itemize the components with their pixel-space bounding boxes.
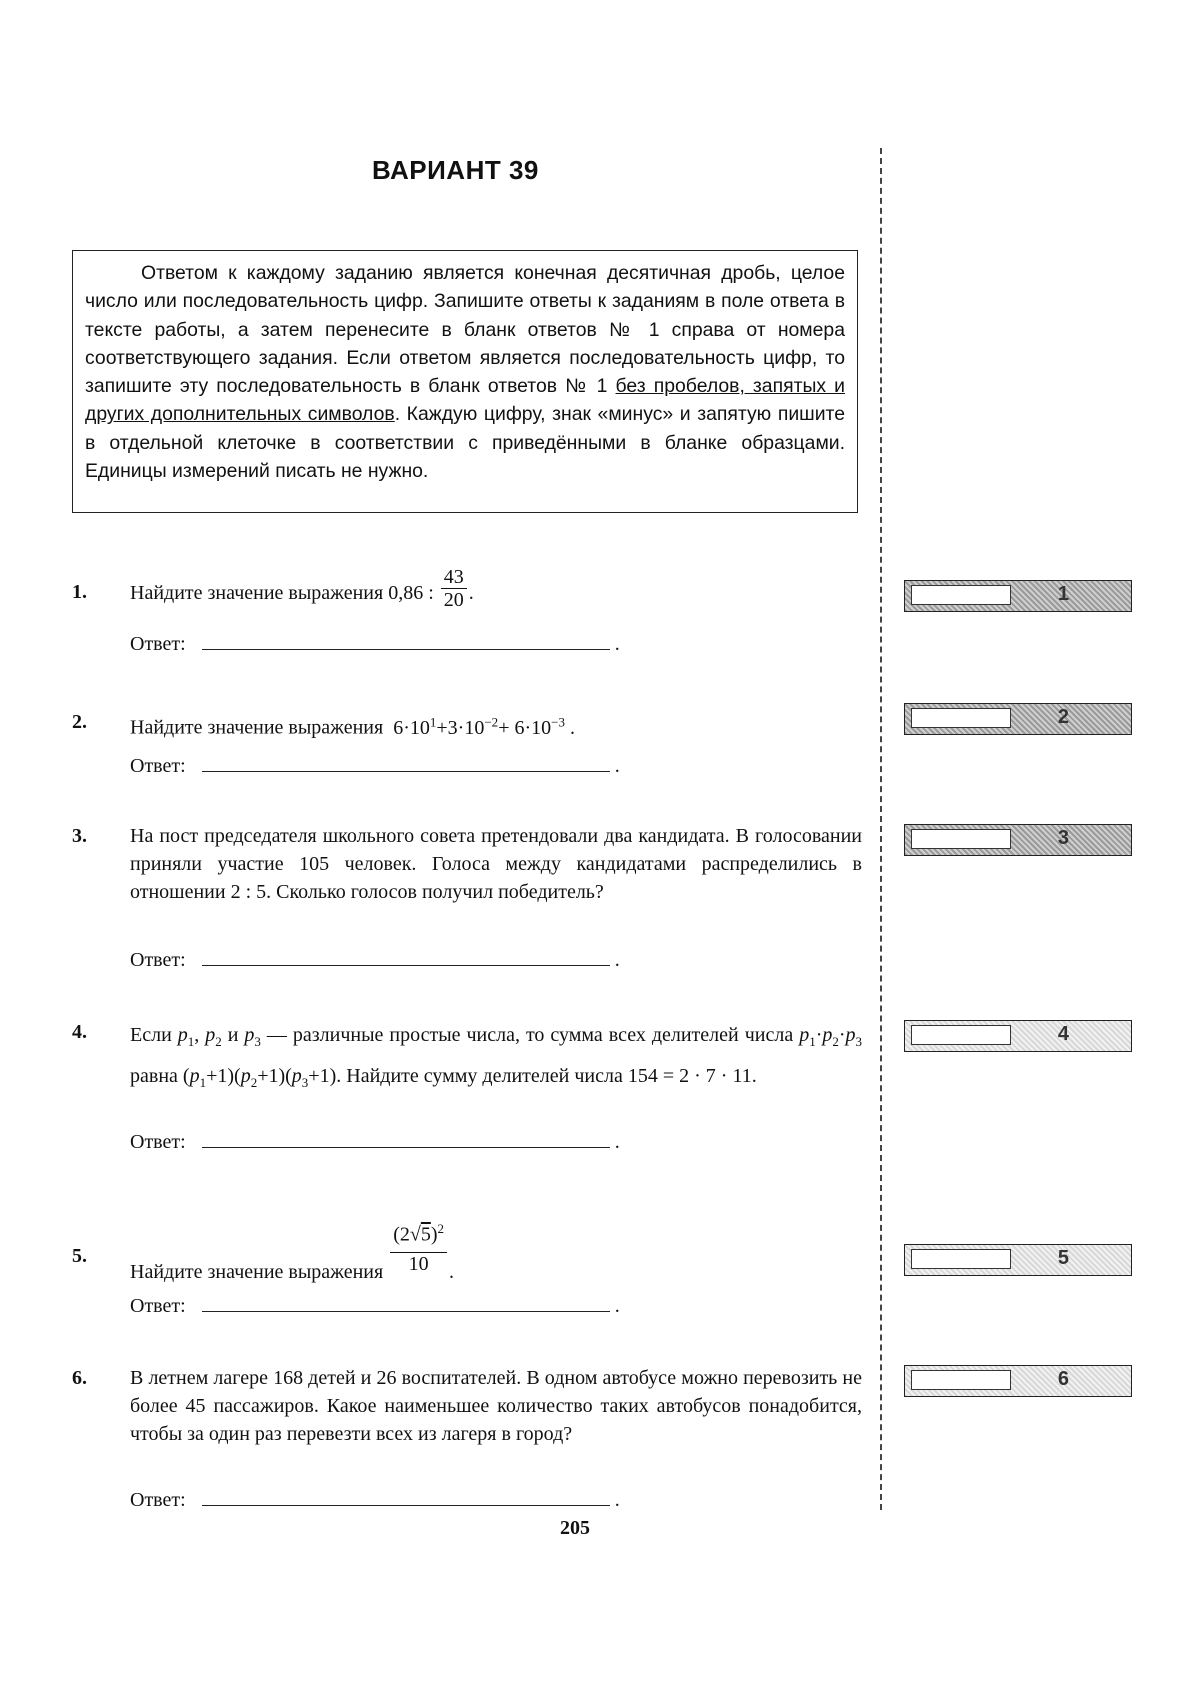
answer-label: Ответ: [130, 755, 186, 777]
answer-field[interactable]: Ответ: . [130, 1489, 620, 1511]
answer-blank-box-5[interactable] [904, 1244, 1132, 1276]
task-1 [72, 568, 862, 678]
task-number: 6. [72, 1367, 87, 1389]
answer-line[interactable] [202, 1129, 610, 1148]
task-number: 3. [72, 825, 87, 847]
page-number: 205 [560, 1517, 590, 1539]
answer-field[interactable]: Ответ: . [130, 1131, 620, 1153]
answer-window[interactable] [911, 1370, 1011, 1390]
answer-field[interactable]: Ответ: . [130, 633, 620, 655]
box-number: 6 [1057, 1368, 1069, 1390]
box-number: 3 [1057, 827, 1069, 849]
task-text [130, 708, 862, 742]
task-number: 1. [72, 581, 87, 603]
task-5 [72, 1204, 862, 1324]
instructions-box [72, 250, 858, 513]
fraction [390, 1212, 447, 1275]
task-4-text-d: . Найдите сумму делителей числа 154 = 2 · 7 · 11. [336, 1065, 757, 1087]
answer-blank-box-2[interactable] [904, 703, 1132, 735]
answer-blank-box-1[interactable] [904, 580, 1132, 612]
task-1-text: Найдите значение выражения 0,86 : [130, 582, 434, 605]
box-number: 4 [1057, 1023, 1069, 1045]
task-2 [72, 708, 862, 788]
answer-label: Ответ: [130, 1131, 186, 1153]
answer-label: Ответ: [130, 1295, 186, 1317]
fraction-denominator: 20 [443, 589, 464, 611]
task-text: Найдите значение выражения 0,86 : $\frac{43}{20}$ . [130, 566, 474, 611]
task-number: 4. [72, 1021, 87, 1043]
answer-line[interactable] [202, 947, 610, 966]
fraction-denominator: 10 [408, 1252, 429, 1275]
task-4-text-c: равна [130, 1065, 178, 1087]
task-text: Найдите значение выражения $\frac{(2√5)^2}{10}$ . [130, 1212, 862, 1275]
task-number: 5. [72, 1245, 87, 1267]
answer-window[interactable] [911, 1249, 1011, 1269]
task-4 [72, 1018, 862, 1158]
answer-blank-box-3[interactable] [904, 824, 1132, 856]
answer-label: Ответ: [130, 1489, 186, 1511]
fraction-numerator: 43 [441, 566, 467, 589]
box-number: 1 [1057, 583, 1069, 605]
answer-blank-box-4[interactable] [904, 1020, 1132, 1052]
page-title: ВАРИАНТ 39 [372, 155, 539, 185]
task-5-text: Найдите значение выражения [130, 1260, 384, 1283]
cut-line [880, 148, 882, 1510]
task-text: Если $p_1$, $p_2$ и $p_3$ — различные простые числа, то сумма всех делителей числа $p_1\cdot p_2\cdot p_3$ равна $(p_1+1)(p_2+1)(p_3+1)$. Найдите сумму делителей числа 154 = 2 · 7 · 11. [130, 1024, 863, 1090]
expression: $6\cdot 10^1+3\cdot 10^{-2}+ 6\cdot 10^{-3}$ . [388, 714, 575, 739]
answer-field[interactable]: Ответ: . [130, 949, 620, 971]
task-text: На пост председателя школьного совета претендовали два кандидата. В голосовании приняли участие 105 человек. Голоса между кандидатами распределились в отношении 2 : 5. Сколько голосов получил победитель? [130, 825, 862, 903]
answer-line[interactable] [202, 1487, 610, 1506]
answer-field[interactable]: Ответ: . [130, 755, 620, 777]
answer-label: Ответ: [130, 633, 186, 655]
task-4-text-b: — различные простые числа, то сумма всех делителей числа [266, 1024, 794, 1046]
fraction-numerator: $(2√5)^2$ [390, 1212, 447, 1253]
answer-blank-box-6[interactable] [904, 1365, 1132, 1397]
task-number: 2. [72, 711, 87, 733]
task-2-text: Найдите значение выражения [130, 716, 384, 739]
box-number: 2 [1057, 706, 1069, 728]
task-text: В летнем лагере 168 детей и 26 воспитателей. В одном автобусе можно перевозить не более 45 пассажиров. Какое наименьшее количество таких автобусов понадобится, чтобы за один раз перевезти всех из лагеря в город? [130, 1367, 862, 1445]
answer-field[interactable]: Ответ: . [130, 1295, 620, 1317]
answer-window[interactable] [911, 829, 1011, 849]
instructions-underlined: без пробелов, запятых и других дополнительных символов [85, 375, 845, 426]
answer-window[interactable] [911, 1025, 1011, 1045]
answer-window[interactable] [911, 585, 1011, 605]
answer-label: Ответ: [130, 949, 186, 971]
task-6 [72, 1364, 862, 1514]
answer-line[interactable] [202, 753, 610, 772]
instructions-text: Ответом к каждому заданию является конечная десятичная дробь, целое число или последовательность цифр. Запишите ответы к заданиям в поле ответа в тексте работы, а затем перенесите в бланк ответов № 1 справа от номера соответствующего задания. Если ответом является последовательность цифр, то запишите эту последовательность в бланк ответов № 1 [85, 262, 845, 398]
answer-window[interactable] [911, 708, 1011, 728]
box-number: 5 [1057, 1247, 1069, 1269]
instructions-text-end: . Каждую цифру, знак «минус» и запятую пишите в отдельной клеточке в соответствии с приведёнными в бланке образцами. Единицы измерений писать не нужно. [85, 403, 845, 483]
task-4-text-a: Если [130, 1024, 172, 1046]
fraction [441, 566, 467, 611]
answer-line[interactable] [202, 1293, 610, 1312]
answer-line[interactable] [202, 631, 610, 650]
task-3 [72, 822, 862, 972]
